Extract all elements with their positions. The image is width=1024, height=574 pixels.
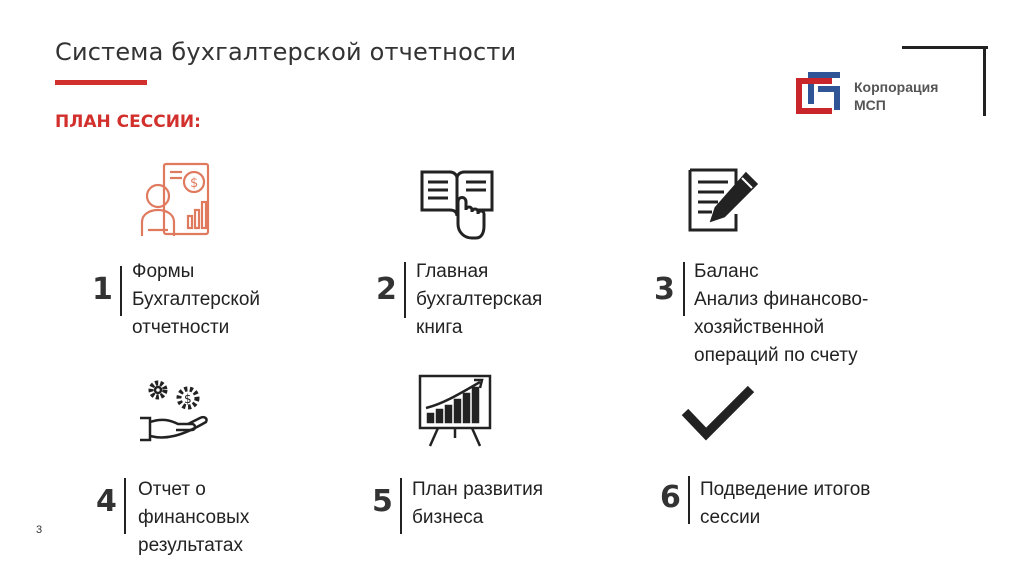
corporation-logo-mark: [792, 64, 848, 116]
item-number-4: 4: [96, 484, 117, 519]
document-pencil-icon: [684, 164, 760, 236]
frame-corner-side: [983, 46, 986, 116]
corporation-logo: [792, 64, 962, 116]
item-number-3: 3: [654, 272, 675, 307]
growth-chart-board-icon: [418, 372, 492, 448]
page-title: Система бухгалтерской отчетности: [55, 38, 517, 66]
item-text-3: Баланс Анализ финансово- хозяйственной операций по счету: [694, 261, 869, 366]
item-separator-3: [683, 262, 685, 316]
frame-corner-top: [902, 46, 988, 49]
logo-text: Корпорация МСП: [854, 79, 939, 113]
item-number-6: 6: [660, 480, 681, 515]
item-separator-4: [124, 478, 126, 534]
item-number-5: 5: [372, 484, 393, 519]
checkmark-icon: [680, 384, 756, 442]
page-number: 3: [36, 524, 43, 536]
item-text-2: Главная бухгалтерская книга: [416, 261, 543, 338]
item-text-6: Подведение итогов сессии: [700, 479, 871, 528]
session-plan-heading: ПЛАН СЕССИИ:: [55, 112, 201, 132]
gears-hand-icon: [138, 378, 210, 444]
title-underline: [55, 80, 147, 85]
item-separator-2: [404, 262, 406, 318]
item-separator-5: [400, 478, 402, 534]
item-number-2: 2: [376, 272, 397, 307]
item-text-1: Формы Бухгалтерской отчетности: [132, 261, 261, 338]
item-number-1: 1: [92, 272, 113, 307]
open-book-hand-icon: [418, 162, 496, 240]
financial-report-person-icon: [136, 160, 216, 240]
item-separator-6: [688, 476, 690, 524]
svg-text:$: $: [190, 176, 199, 191]
item-text-4: Отчет о финансовых результатах: [138, 479, 250, 556]
item-text-5: План развития бизнеса: [412, 479, 544, 528]
svg-text:$: $: [184, 392, 192, 406]
item-separator-1: [120, 266, 122, 316]
